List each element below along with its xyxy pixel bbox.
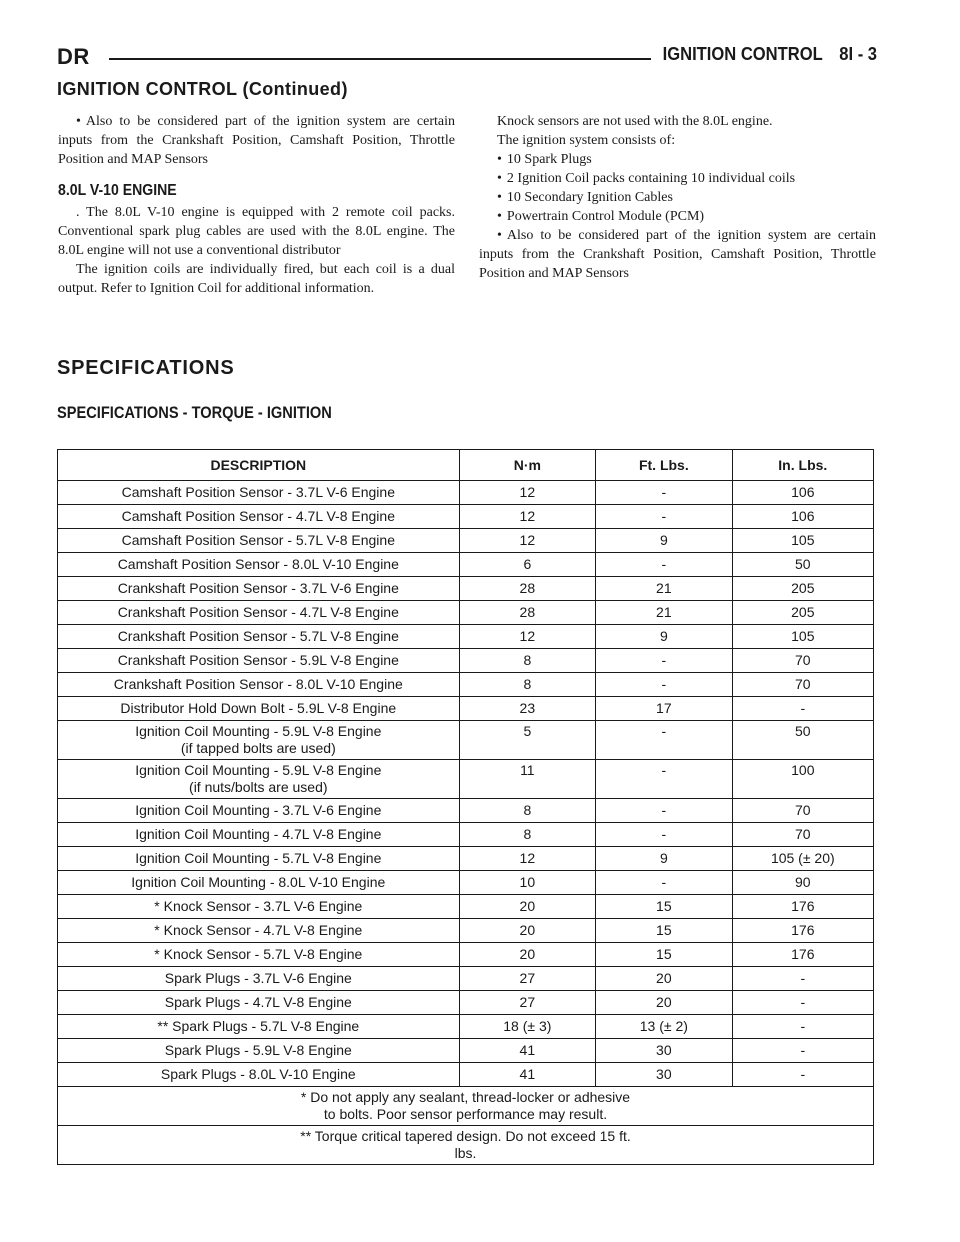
cell-nm: 28: [459, 601, 595, 625]
cell-nm: 23: [459, 697, 595, 721]
cell-description: [58, 721, 460, 760]
cell-in-lbs: 70: [732, 799, 873, 823]
description-line: Ignition Coil Mounting - 5.9L V-8 Engine: [135, 723, 382, 739]
description-line: Ignition Coil Mounting - 8.0L V-10 Engine: [131, 874, 386, 890]
description-line: Spark Plugs - 5.9L V-8 Engine: [164, 1042, 352, 1058]
table-row: [58, 991, 874, 1015]
table-row: [58, 967, 874, 991]
table-row: [58, 721, 874, 760]
table-note-row: [58, 1087, 874, 1126]
cell-in-lbs: -: [732, 1063, 873, 1087]
description-line: Spark Plugs - 3.7L V-6 Engine: [164, 970, 352, 986]
header-rule: [109, 58, 651, 60]
paragraph: The ignition system consists of:: [497, 133, 676, 148]
cell-nm: 20: [459, 943, 595, 967]
cell-description: [58, 799, 460, 823]
table-row: [58, 943, 874, 967]
cell-description: [58, 967, 460, 991]
table-row: [58, 577, 874, 601]
cell-description: [58, 991, 460, 1015]
description-line: Crankshaft Position Sensor - 8.0L V-10 Engine: [113, 676, 403, 692]
cell-description: [58, 505, 460, 529]
cell-nm: 12: [459, 481, 595, 505]
cell-ft-lbs: 20: [596, 967, 733, 991]
cell-nm: 8: [459, 649, 595, 673]
cell-description: [58, 823, 460, 847]
cell-description: [58, 577, 460, 601]
cell-ft-lbs: 17: [596, 697, 733, 721]
cell-description: [58, 553, 460, 577]
table-row: [58, 481, 874, 505]
torque-table-title: SPECIFICATIONS - TORQUE - IGNITION: [57, 403, 332, 422]
table-row: [58, 760, 874, 799]
cell-in-lbs: -: [732, 697, 873, 721]
left-column: [58, 112, 455, 298]
description-line: Crankshaft Position Sensor - 5.9L V-8 Engine: [117, 652, 399, 668]
cell-description: [58, 760, 460, 799]
cell-description: [58, 1063, 460, 1087]
cell-description: [58, 673, 460, 697]
header-page-number: 8I - 3: [839, 44, 877, 64]
table-row: [58, 895, 874, 919]
cell-nm: 12: [459, 625, 595, 649]
right-column: [479, 112, 876, 283]
footnote-line: to bolts. Poor sensor performance may result.: [323, 1106, 608, 1122]
cell-ft-lbs: -: [596, 760, 733, 799]
cell-ft-lbs: 15: [596, 919, 733, 943]
table-body: [58, 481, 874, 1165]
table-row: [58, 529, 874, 553]
cell-in-lbs: -: [732, 991, 873, 1015]
cell-nm: 8: [459, 673, 595, 697]
cell-ft-lbs: 9: [596, 625, 733, 649]
cell-in-lbs: 176: [732, 943, 873, 967]
description-line: Ignition Coil Mounting - 5.7L V-8 Engine: [135, 850, 382, 866]
cell-ft-lbs: -: [596, 505, 733, 529]
footnote-line: * Do not apply any sealant, thread-locker or adhesive: [300, 1089, 631, 1105]
description-condition: (if nuts/bolts are used): [189, 779, 328, 795]
cell-nm: 10: [459, 871, 595, 895]
cell-description: [58, 943, 460, 967]
table-row: [58, 799, 874, 823]
bullet-item: • Also to be considered part of the ignition system are certain inputs from the Crankshaft Position, Camshaft Position, Throttle Position and MAP Sensors: [58, 112, 455, 169]
cell-ft-lbs: 13 (± 2): [596, 1015, 733, 1039]
cell-in-lbs: 100: [732, 760, 873, 799]
table-row: [58, 625, 874, 649]
cell-in-lbs: -: [732, 1039, 873, 1063]
cell-nm: 11: [459, 760, 595, 799]
table-footnote: [58, 1087, 874, 1126]
description-line: Distributor Hold Down Bolt - 5.9L V-8 Engine: [120, 700, 397, 716]
cell-nm: 8: [459, 799, 595, 823]
description-line: Crankshaft Position Sensor - 5.7L V-8 Engine: [117, 628, 399, 644]
cell-description: [58, 1039, 460, 1063]
cell-ft-lbs: -: [596, 553, 733, 577]
header-chapter-title: IGNITION CONTROL: [662, 44, 823, 64]
table-row: [58, 697, 874, 721]
description-line: Ignition Coil Mounting - 4.7L V-8 Engine: [135, 826, 382, 842]
description-line: Crankshaft Position Sensor - 4.7L V-8 Engine: [117, 604, 399, 620]
table-row: [58, 871, 874, 895]
paragraph: Knock sensors are not used with the 8.0L engine.: [497, 114, 773, 129]
cell-in-lbs: -: [732, 967, 873, 991]
description-line: ** Spark Plugs - 5.7L V-8 Engine: [157, 1018, 360, 1034]
description-line: Ignition Coil Mounting - 5.9L V-8 Engine: [135, 762, 382, 778]
cell-description: [58, 1015, 460, 1039]
table-note-row: [58, 1126, 874, 1165]
cell-in-lbs: 106: [732, 505, 873, 529]
cell-ft-lbs: -: [596, 673, 733, 697]
cell-description: [58, 529, 460, 553]
cell-in-lbs: 70: [732, 823, 873, 847]
cell-ft-lbs: 30: [596, 1039, 733, 1063]
cell-ft-lbs: -: [596, 649, 733, 673]
continued-title: IGNITION CONTROL (Continued): [57, 79, 348, 99]
bullet-item: • 2 Ignition Coil packs containing 10 individual coils: [479, 169, 876, 188]
cell-description: [58, 625, 460, 649]
cell-in-lbs: 105: [732, 529, 873, 553]
table-row: [58, 1063, 874, 1087]
bullet-item: • Powertrain Control Module (PCM): [479, 207, 876, 226]
cell-in-lbs: 50: [732, 721, 873, 760]
description-line: Ignition Coil Mounting - 3.7L V-6 Engine: [135, 802, 382, 818]
description-line: * Knock Sensor - 5.7L V-8 Engine: [154, 946, 363, 962]
cell-ft-lbs: 9: [596, 529, 733, 553]
footnote-line: lbs.: [454, 1145, 477, 1161]
cell-in-lbs: 176: [732, 919, 873, 943]
cell-nm: 27: [459, 967, 595, 991]
torque-spec-table: [57, 449, 874, 1165]
table-row: [58, 919, 874, 943]
cell-in-lbs: 205: [732, 577, 873, 601]
cell-description: [58, 919, 460, 943]
description-line: Camshaft Position Sensor - 8.0L V-10 Engine: [117, 556, 399, 572]
description-line: Spark Plugs - 4.7L V-8 Engine: [164, 994, 352, 1010]
cell-description: [58, 601, 460, 625]
cell-ft-lbs: -: [596, 481, 733, 505]
cell-in-lbs: 105: [732, 625, 873, 649]
cell-nm: 27: [459, 991, 595, 1015]
description-line: Spark Plugs - 8.0L V-10 Engine: [160, 1066, 356, 1082]
cell-in-lbs: 105 (± 20): [732, 847, 873, 871]
cell-nm: 28: [459, 577, 595, 601]
cell-nm: 8: [459, 823, 595, 847]
header-section-code: DR: [57, 44, 90, 69]
column-header-nm: N·m: [459, 450, 595, 481]
table-row: [58, 1039, 874, 1063]
cell-ft-lbs: 21: [596, 577, 733, 601]
cell-in-lbs: 70: [732, 649, 873, 673]
cell-ft-lbs: 20: [596, 991, 733, 1015]
bullet-item: • 10 Spark Plugs: [479, 150, 876, 169]
column-header-ft-lbs: Ft. Lbs.: [596, 450, 733, 481]
cell-nm: 18 (± 3): [459, 1015, 595, 1039]
cell-description: [58, 871, 460, 895]
table-footnote: [58, 1126, 874, 1165]
description-line: * Knock Sensor - 3.7L V-6 Engine: [154, 898, 363, 914]
table-row: [58, 649, 874, 673]
cell-nm: 20: [459, 895, 595, 919]
cell-in-lbs: 70: [732, 673, 873, 697]
cell-description: [58, 847, 460, 871]
cell-nm: 12: [459, 847, 595, 871]
cell-description: [58, 895, 460, 919]
cell-description: [58, 649, 460, 673]
cell-nm: 41: [459, 1063, 595, 1087]
cell-in-lbs: 106: [732, 481, 873, 505]
cell-ft-lbs: 9: [596, 847, 733, 871]
cell-in-lbs: 50: [732, 553, 873, 577]
description-condition: (if tapped bolts are used): [180, 740, 336, 756]
cell-nm: 12: [459, 505, 595, 529]
header-chapter: [663, 44, 877, 65]
description-line: Crankshaft Position Sensor - 3.7L V-6 Engine: [117, 580, 399, 596]
cell-nm: 20: [459, 919, 595, 943]
cell-nm: 41: [459, 1039, 595, 1063]
cell-in-lbs: 90: [732, 871, 873, 895]
bullet-item: • Also to be considered part of the ignition system are certain inputs from the Crankshaft Position, Camshaft Position, Throttle Position and MAP Sensors: [479, 226, 876, 283]
cell-description: [58, 481, 460, 505]
cell-in-lbs: 205: [732, 601, 873, 625]
cell-ft-lbs: 21: [596, 601, 733, 625]
table-row: [58, 823, 874, 847]
description-line: Camshaft Position Sensor - 5.7L V-8 Engine: [121, 532, 395, 548]
bullet-item: • 10 Secondary Ignition Cables: [479, 188, 876, 207]
cell-in-lbs: -: [732, 1015, 873, 1039]
specifications-title: SPECIFICATIONS: [57, 357, 235, 379]
paragraph: The ignition coils are individually fired, but each coil is a dual output. Refer to Ignition Coil for additional information.: [58, 262, 455, 296]
page-header: [57, 44, 877, 74]
table-row: [58, 847, 874, 871]
cell-nm: 5: [459, 721, 595, 760]
cell-ft-lbs: -: [596, 823, 733, 847]
section-heading-80l: 8.0L V-10 ENGINE: [58, 182, 177, 199]
cell-ft-lbs: 15: [596, 895, 733, 919]
cell-ft-lbs: -: [596, 721, 733, 760]
table-row: [58, 601, 874, 625]
column-header-in-lbs: In. Lbs.: [732, 450, 873, 481]
cell-ft-lbs: 30: [596, 1063, 733, 1087]
table-row: [58, 673, 874, 697]
cell-ft-lbs: -: [596, 871, 733, 895]
description-line: Camshaft Position Sensor - 4.7L V-8 Engine: [121, 508, 395, 524]
table-row: [58, 505, 874, 529]
cell-description: [58, 697, 460, 721]
paragraph: . The 8.0L V-10 engine is equipped with 2 remote coil packs. Conventional spark plug cables are used with the 8.0L engine. The 8.0L engine will not use a conventional distributor: [58, 205, 455, 258]
description-line: Camshaft Position Sensor - 3.7L V-6 Engine: [121, 484, 395, 500]
cell-in-lbs: 176: [732, 895, 873, 919]
description-line: * Knock Sensor - 4.7L V-8 Engine: [154, 922, 363, 938]
footnote-line: ** Torque critical tapered design. Do not exceed 15 ft.: [300, 1128, 631, 1144]
table-header-row: [58, 450, 874, 481]
cell-ft-lbs: 15: [596, 943, 733, 967]
table-row: [58, 553, 874, 577]
column-header-description: DESCRIPTION: [58, 450, 460, 481]
table-row: [58, 1015, 874, 1039]
cell-ft-lbs: -: [596, 799, 733, 823]
cell-nm: 12: [459, 529, 595, 553]
cell-nm: 6: [459, 553, 595, 577]
